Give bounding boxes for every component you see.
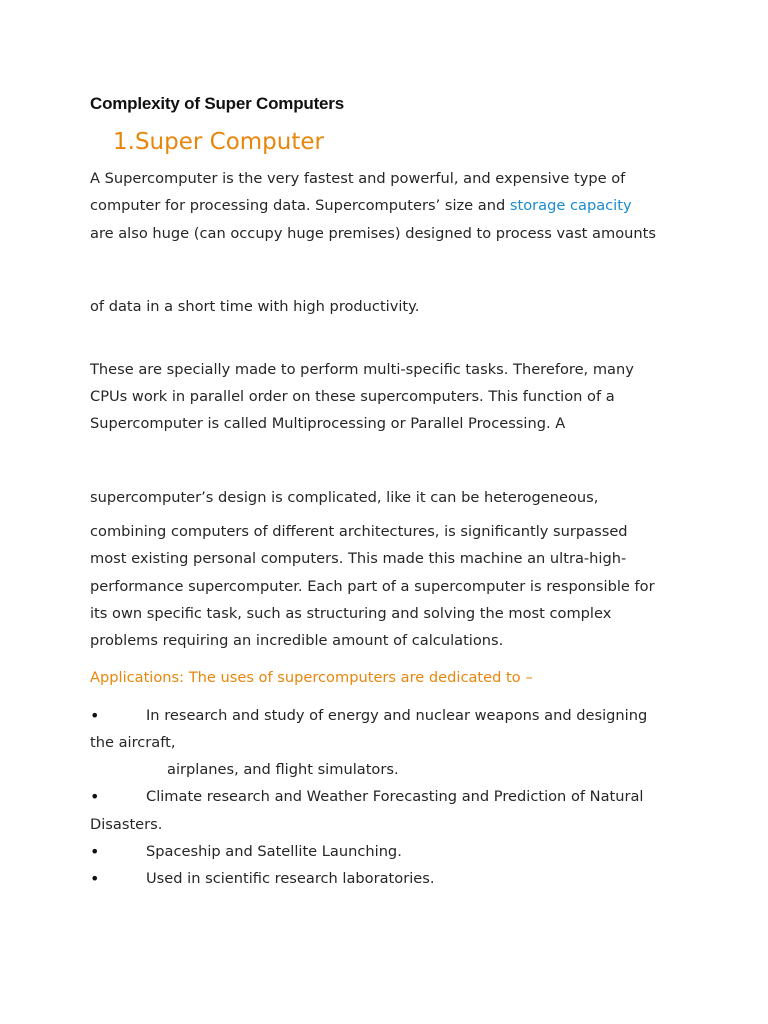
paragraph-line: CPUs work in parallel order on these supercomputers. This function of a xyxy=(90,388,615,405)
bullet-icon: • xyxy=(90,787,100,806)
paragraph-text: computer for processing data. Supercomputers’ size and xyxy=(90,197,510,214)
list-item-text: In research and study of energy and nuclear weapons and designing xyxy=(146,707,648,724)
paragraph-line: combining computers of different architectures, is significantly surpassed xyxy=(90,523,628,540)
applications-heading: Applications: The uses of supercomputers are dedicated to – xyxy=(90,669,533,686)
bullet-icon: • xyxy=(90,869,100,888)
paragraph-line: performance supercomputer. Each part of a supercomputer is responsible for xyxy=(90,578,655,595)
storage-capacity-link[interactable]: storage capacity xyxy=(509,197,632,214)
list-item-text: airplanes, and flight simulators. xyxy=(167,761,399,778)
list-item-text: Used in scientific research laboratories. xyxy=(146,870,435,887)
document-title: Complexity of Super Computers xyxy=(90,94,344,113)
list-item-text: Climate research and Weather Forecasting and Prediction of Natural xyxy=(146,788,644,805)
paragraph-line: problems requiring an incredible amount of calculations. xyxy=(90,632,504,649)
bullet-icon: • xyxy=(90,842,100,861)
list-item-text: Disasters. xyxy=(90,816,163,833)
paragraph-line: Supercomputer is called Multiprocessing or Parallel Processing. A xyxy=(90,415,566,432)
list-item-text: the aircraft, xyxy=(90,734,176,751)
paragraph-line: These are specially made to perform multi-specific tasks. Therefore, many xyxy=(90,361,634,378)
paragraph-line: are also huge (can occupy huge premises) designed to process vast amounts xyxy=(90,225,656,242)
paragraph-line: of data in a short time with high productivity. xyxy=(90,298,420,315)
bullet-icon: • xyxy=(90,706,100,725)
paragraph-line: A Supercomputer is the very fastest and powerful, and expensive type of xyxy=(90,170,626,187)
paragraph-line: supercomputer’s design is complicated, like it can be heterogeneous, xyxy=(90,489,599,506)
paragraph-line xyxy=(90,196,632,216)
paragraph-line: most existing personal computers. This made this machine an ultra-high- xyxy=(90,550,627,567)
list-item-text: Spaceship and Satellite Launching. xyxy=(146,843,402,860)
section-heading: 1.Super Computer xyxy=(113,129,324,155)
paragraph-line: its own specific task, such as structuring and solving the most complex xyxy=(90,605,612,622)
